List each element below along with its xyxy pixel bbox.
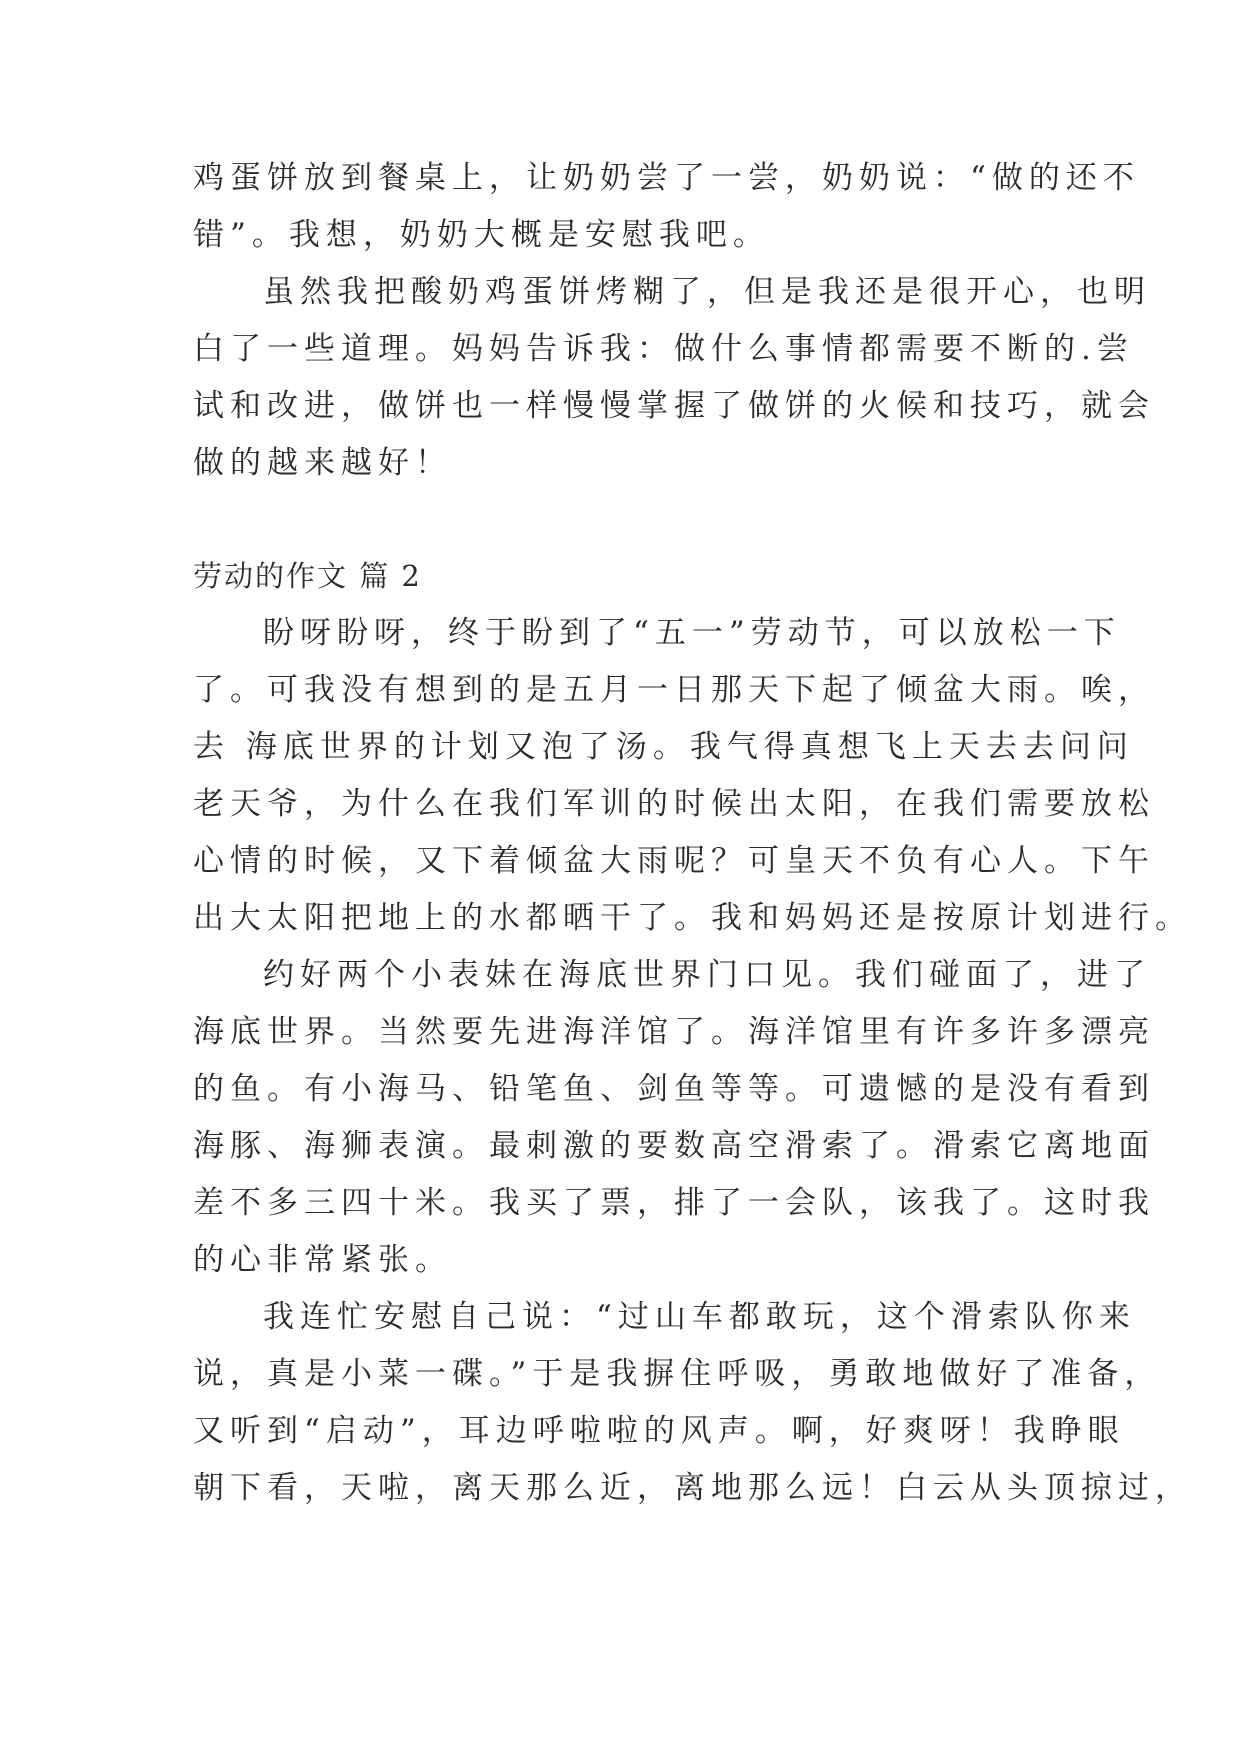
text-line: 差不多三四十米。我买了票，排了一会队，该我了。这时我 xyxy=(193,1185,1155,1221)
document-page xyxy=(193,150,1192,1517)
text-line: 心情的时候，又下着倾盆大雨呢？可皇天不负有心人。下午 xyxy=(193,843,1155,879)
text-line: 海豚、海狮表演。最刺激的要数高空滑索了。滑索它离地面 xyxy=(193,1128,1155,1164)
paragraph xyxy=(193,1289,1192,1517)
paragraph xyxy=(193,264,1155,492)
text-line: 又听到“启动”，耳边呼啦啦的风声。啊，好爽呀！我睁眼 xyxy=(193,1413,1125,1449)
text-line: 虽然我把酸奶鸡蛋饼烤糊了，但是我还是很开心，也明 xyxy=(263,274,1151,310)
paragraph xyxy=(193,947,1155,1289)
text-line: 的心非常紧张。 xyxy=(193,1242,452,1278)
text-line: 的鱼。有小海马、铅笔鱼、剑鱼等等。可遗憾的是没有看到 xyxy=(193,1071,1155,1107)
text-line: 出大太阳把地上的水都晒干了。我和妈妈还是按原计划进行。 xyxy=(193,900,1192,936)
text-line: 去 海底世界的计划又泡了汤。我气得真想飞上天去去问问 xyxy=(193,729,1134,765)
text-line: 说，真是小菜一碟。”于是我摒住呼吸，勇敢地做好了准备， xyxy=(193,1356,1162,1392)
text-line: 老天爷，为什么在我们军训的时候出太阳，在我们需要放松 xyxy=(193,786,1155,822)
paragraph xyxy=(193,605,1192,947)
text-line: 盼呀盼呀，终于盼到了“五一”劳动节，可以放松一下 xyxy=(263,615,1121,651)
paragraph xyxy=(193,150,1140,264)
text-line: 鸡蛋饼放到餐桌上，让奶奶尝了一尝，奶奶说：“做的还不 xyxy=(193,160,1140,196)
text-line: 试和改进，做饼也一样慢慢掌握了做饼的火候和技巧，就会 xyxy=(193,388,1155,424)
text-line: 海底世界。当然要先进海洋馆了。海洋馆里有许多许多漂亮 xyxy=(193,1014,1155,1050)
text-line: 我连忙安慰自己说：“过山车都敢玩，这个滑索队你来 xyxy=(263,1299,1136,1335)
section-heading: 劳动的作文 篇 2 xyxy=(193,559,422,593)
text-line: 了。可我没有想到的是五月一日那天下起了倾盆大雨。唉， xyxy=(193,672,1155,708)
text-line: 朝下看，天啦，离天那么近，离地那么远！白云从头顶掠过， xyxy=(193,1470,1192,1506)
text-line: 约好两个小表妹在海底世界门口见。我们碰面了，进了 xyxy=(263,957,1151,993)
section-spacer xyxy=(193,492,1053,548)
text-line: 错”。我想，奶奶大概是安慰我吧。 xyxy=(193,217,770,253)
text-line: 白了一些道理。妈妈告诉我：做什么事情都需要不断的.尝 xyxy=(193,331,1134,367)
text-line: 做的越来越好！ xyxy=(193,445,452,481)
